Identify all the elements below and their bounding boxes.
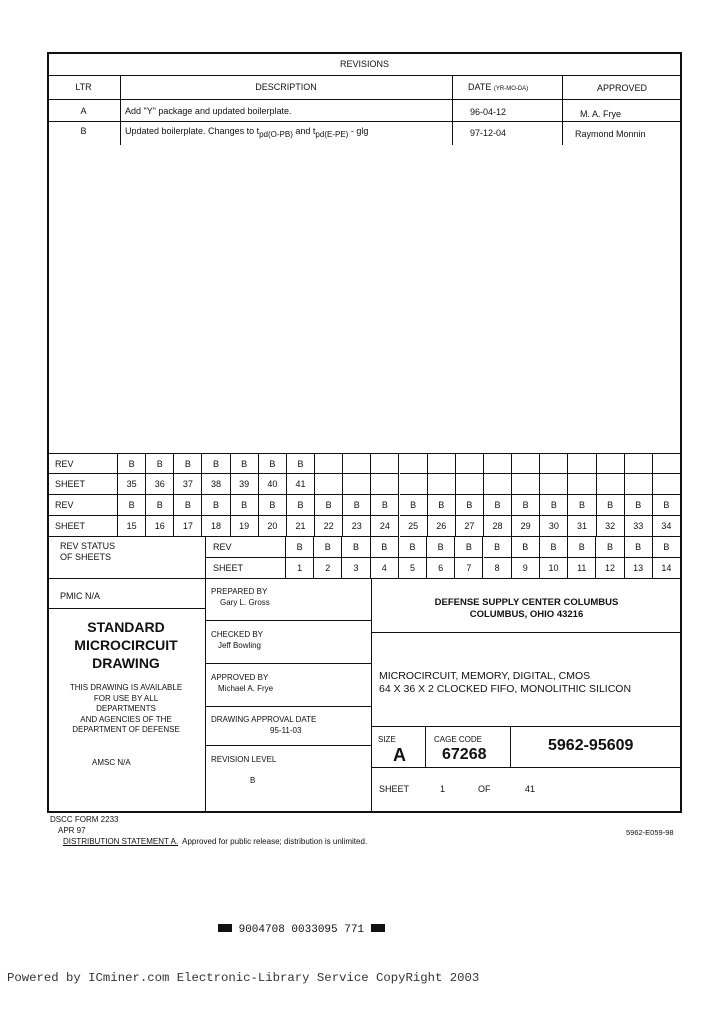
- sheet-cell: [371, 474, 399, 495]
- cage-code-label: CAGE CODE: [434, 735, 483, 744]
- sheet-cell: 25: [400, 516, 428, 537]
- rev-cell: B: [342, 537, 370, 558]
- rev-cell: B: [484, 495, 512, 516]
- agency: DEFENSE SUPPLY CENTER COLUMBUS COLUMBUS, OHIO 43216: [434, 597, 619, 620]
- drawing-description: MICROCIRCUIT, MEMORY, DIGITAL, CMOS 64 X 36 X 2 CLOCKED FIFO, MONOLITHIC SILICON: [379, 670, 632, 695]
- approved-label: APPROVED BY: [211, 673, 269, 682]
- sheet-cell: 32: [597, 516, 625, 537]
- sheet-cell: 22: [315, 516, 343, 537]
- rev-a-ltr: A: [80, 106, 87, 116]
- sheet-cell: 31: [568, 516, 596, 537]
- sheet-cell: 13: [625, 558, 653, 579]
- rev-cell: B: [399, 537, 427, 558]
- rev-cell: [371, 454, 399, 474]
- rev-cell: B: [568, 537, 596, 558]
- form-number: DSCC FORM 2233: [50, 815, 119, 824]
- size-value: A: [393, 745, 406, 765]
- powered-by: Powered by ICminer.com Electronic-Library Service CopyRight 2003: [7, 971, 480, 985]
- rev-cell: B: [540, 537, 568, 558]
- rev-cell: [343, 454, 371, 474]
- grid-row-label: SHEET: [47, 474, 118, 495]
- sheet-cell: [512, 474, 540, 495]
- sheet-cell: 27: [456, 516, 484, 537]
- sheet-cell: 23: [343, 516, 371, 537]
- rev-cell: B: [428, 495, 456, 516]
- sheet-cell: [400, 474, 428, 495]
- rev-cell: B: [146, 454, 174, 474]
- rev-cell: B: [512, 495, 540, 516]
- date-header: [468, 82, 528, 92]
- ltr-header: LTR: [75, 82, 92, 92]
- sheet-cell: 9: [512, 558, 540, 579]
- size-label: SIZE: [378, 735, 396, 744]
- date-format: (YR-MO-DA): [493, 86, 529, 92]
- rev-status-label: REV STATUS OF SHEETS: [60, 541, 116, 562]
- sheet-cell: [540, 474, 568, 495]
- sheet-cell: 38: [202, 474, 230, 495]
- rev-cell: B: [118, 454, 146, 474]
- approval-date-label: DRAWING APPROVAL DATE: [211, 715, 317, 724]
- sheet-cell: 21: [287, 516, 315, 537]
- sheet-cell: 36: [146, 474, 174, 495]
- sheet-total: 41: [525, 784, 536, 794]
- revisions-title: REVISIONS: [339, 59, 389, 69]
- grid-row-label: REV: [205, 537, 286, 558]
- sheet-cell: [653, 474, 681, 495]
- rev-cell: B: [286, 537, 314, 558]
- grid-row-label: REV: [47, 495, 118, 516]
- sheet-cell: 14: [653, 558, 681, 579]
- rev-cell: B: [540, 495, 568, 516]
- sheet-cell: 6: [427, 558, 455, 579]
- barcode-number: 9004708 0033095 771: [218, 924, 385, 936]
- sheet-cell: 15: [118, 516, 146, 537]
- sheet-cell: 18: [202, 516, 230, 537]
- rev-cell: B: [427, 537, 455, 558]
- rev-cell: B: [146, 495, 174, 516]
- standard-drawing-title: STANDARD MICROCIRCUIT DRAWING: [74, 619, 178, 671]
- approval-date: 95-11-03: [270, 726, 302, 735]
- sheet-cell: [343, 474, 371, 495]
- cage-code: 67268: [442, 746, 487, 763]
- sheet-cell: [484, 474, 512, 495]
- checked-by: Jeff Bowling: [218, 641, 261, 650]
- rev-b-description: Updated boilerplate. Changes to $t_{pd(O-PB)}$ and $t_{pd(E-PE)}$ - glg: [125, 126, 369, 139]
- rev-cell: B: [202, 454, 230, 474]
- rev-cell: B: [653, 495, 681, 516]
- rev-b-ltr: B: [80, 126, 87, 136]
- sheet-cell: 5: [399, 558, 427, 579]
- rev-cell: B: [400, 495, 428, 516]
- sheet-cell: 1: [286, 558, 314, 579]
- rev-cell: [428, 454, 456, 474]
- availability-notice: THIS DRAWING IS AVAILABLE FOR USE BY ALL DEPARTMENTS AND AGENCIES OF THE DEPARTMENT OF DEFENSE: [69, 683, 183, 734]
- revision-level: B: [250, 776, 256, 785]
- of-label: OF: [478, 784, 491, 794]
- rev-cell: B: [259, 454, 287, 474]
- sheet-cell: 2: [314, 558, 342, 579]
- rev-cell: [315, 454, 343, 474]
- sheet-cell: 11: [568, 558, 596, 579]
- rev-cell: [456, 454, 484, 474]
- rev-cell: [568, 454, 596, 474]
- rev-cell: B: [174, 495, 202, 516]
- drawing-number: 5962-95609: [548, 737, 634, 754]
- rev-cell: B: [118, 495, 146, 516]
- sheet-cell: [456, 474, 484, 495]
- rev-cell: B: [174, 454, 202, 474]
- date-header-label: DATE: [468, 82, 492, 92]
- sheet-cell: 7: [455, 558, 483, 579]
- sheet-cell: 17: [174, 516, 202, 537]
- rev-cell: B: [625, 537, 653, 558]
- sheet-cell: 26: [428, 516, 456, 537]
- rev-cell: B: [597, 495, 625, 516]
- rev-cell: B: [259, 495, 287, 516]
- rev-cell: B: [484, 537, 512, 558]
- rev-cell: B: [512, 537, 540, 558]
- rev-a-approved: M. A. Frye: [580, 109, 622, 119]
- rev-cell: [484, 454, 512, 474]
- rev-cell: B: [371, 495, 399, 516]
- revision-level-label: REVISION LEVEL: [211, 755, 277, 764]
- sheet-cell: 35: [118, 474, 146, 495]
- sheet-cell: 4: [371, 558, 399, 579]
- sheet-cell: 34: [653, 516, 681, 537]
- sheet-cell: 24: [371, 516, 399, 537]
- sheet-cell: 39: [231, 474, 259, 495]
- rev-cell: [400, 454, 428, 474]
- grid-row-label: SHEET: [47, 516, 118, 537]
- rev-cell: B: [568, 495, 596, 516]
- rev-b-approved: Raymond Monnin: [575, 129, 646, 139]
- sheet-cell: [597, 474, 625, 495]
- rev-cell: B: [202, 495, 230, 516]
- approved-header: APPROVED: [596, 83, 647, 93]
- sheet-cell: 12: [596, 558, 624, 579]
- grid-row-label: SHEET: [205, 558, 286, 579]
- description-header: DESCRIPTION: [255, 82, 317, 92]
- rev-cell: B: [455, 537, 483, 558]
- rev-cell: B: [315, 495, 343, 516]
- rev-cell: B: [287, 495, 315, 516]
- rev-cell: B: [596, 537, 624, 558]
- sheet-cell: 8: [484, 558, 512, 579]
- sheet-cell: 28: [484, 516, 512, 537]
- sheet-cell: 29: [512, 516, 540, 537]
- rev-cell: B: [456, 495, 484, 516]
- prepared-by: Gary L. Gross: [220, 598, 270, 607]
- sheet-cell: [625, 474, 653, 495]
- rev-cell: [625, 454, 653, 474]
- amsc: AMSC N/A: [92, 758, 131, 767]
- grid-row-label: REV: [47, 454, 118, 474]
- rev-cell: B: [625, 495, 653, 516]
- sheet-cell: [315, 474, 343, 495]
- document-code: 5962-E059-98: [626, 828, 674, 837]
- sheet-number: 1: [440, 784, 446, 794]
- rev-cell: [540, 454, 568, 474]
- sheet-cell: [428, 474, 456, 495]
- prepared-label: PREPARED BY: [211, 587, 268, 596]
- rev-cell: [597, 454, 625, 474]
- sheet-cell: [568, 474, 596, 495]
- form-date: APR 97: [58, 826, 86, 835]
- sheet-cell: 33: [625, 516, 653, 537]
- rev-cell: B: [231, 454, 259, 474]
- sheet-cell: 30: [540, 516, 568, 537]
- distribution-statement: DISTRIBUTION STATEMENT A. Approved for public release; distribution is unlimited.: [63, 837, 368, 846]
- checked-label: CHECKED BY: [211, 630, 264, 639]
- sheet-cell: 3: [342, 558, 370, 579]
- rev-cell: B: [371, 537, 399, 558]
- rev-cell: B: [653, 537, 681, 558]
- rev-a-date: 96-04-12: [470, 107, 507, 117]
- rev-cell: B: [343, 495, 371, 516]
- sheet-cell: 40: [259, 474, 287, 495]
- approved-by: Michael A. Frye: [218, 684, 274, 693]
- sheet-cell: 41: [287, 474, 315, 495]
- sheet-cell: 37: [174, 474, 202, 495]
- rev-cell: B: [314, 537, 342, 558]
- sheet-cell: 16: [146, 516, 174, 537]
- sheet-cell: 10: [540, 558, 568, 579]
- rev-cell: B: [231, 495, 259, 516]
- rev-cell: B: [287, 454, 315, 474]
- rev-a-description: Add "Y" package and updated boilerplate.: [125, 106, 292, 116]
- rev-cell: [653, 454, 681, 474]
- sheet-label: SHEET: [379, 784, 410, 794]
- pmic: PMIC N/A: [60, 591, 101, 601]
- sheet-cell: 20: [259, 516, 287, 537]
- rev-b-date: 97-12-04: [470, 128, 507, 138]
- sheet-cell: 19: [231, 516, 259, 537]
- rev-cell: [512, 454, 540, 474]
